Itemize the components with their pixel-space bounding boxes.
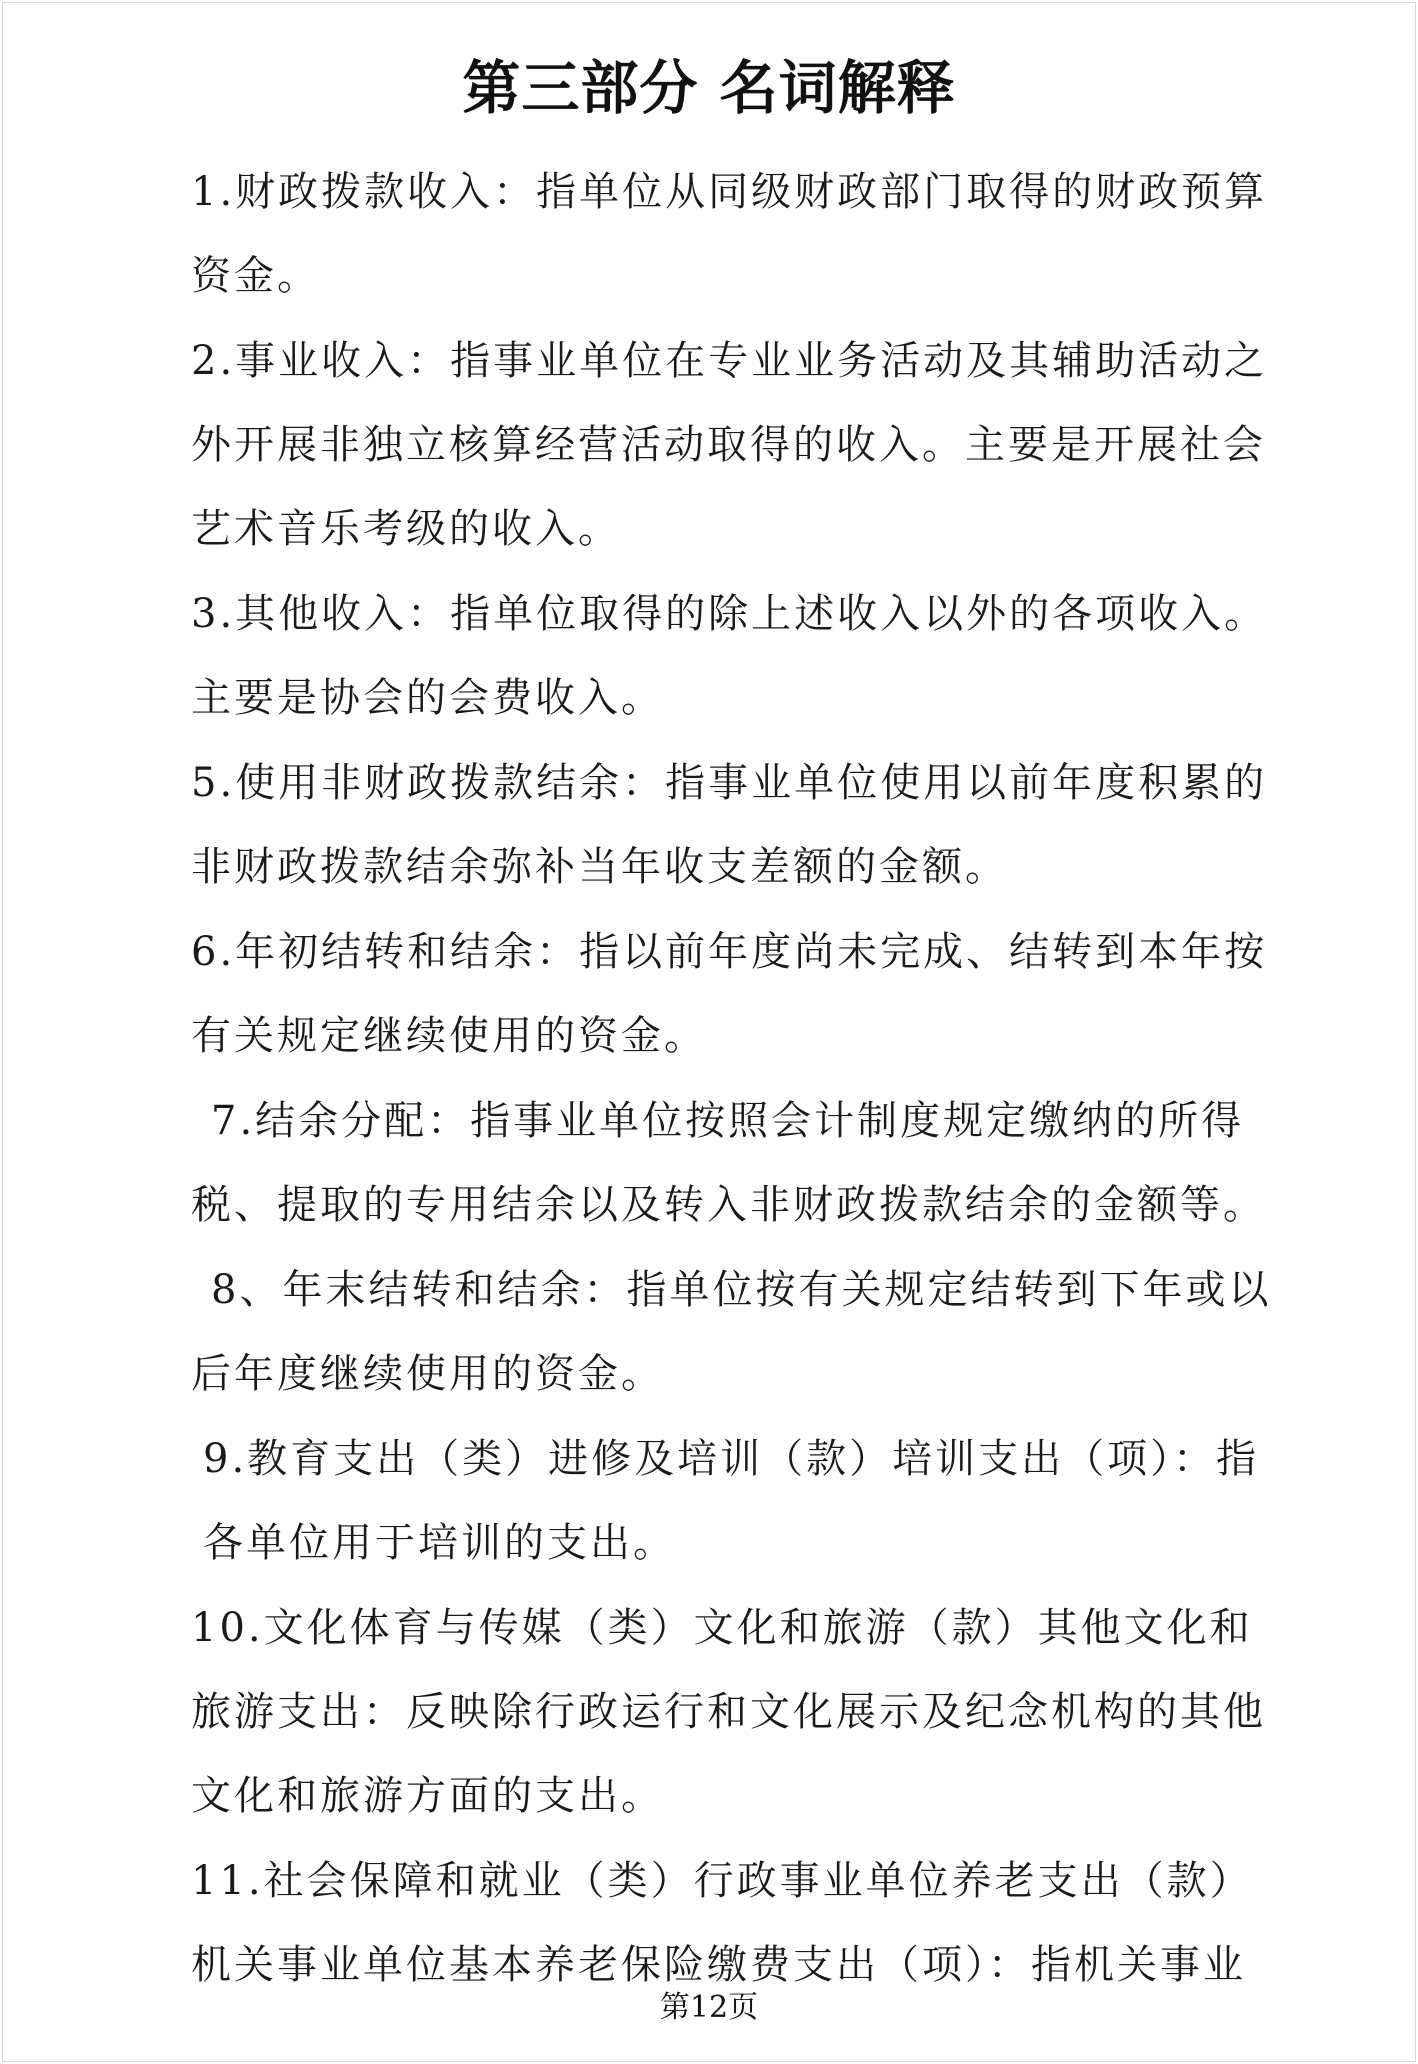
entry-line: 资金。 — [191, 253, 320, 299]
entry-line: 2.事业收入：指事业单位在专业业务活动及其辅助活动之 — [191, 338, 1268, 384]
glossary-entry-10 — [191, 1586, 1286, 1838]
glossary-entry-2 — [191, 319, 1286, 571]
glossary-entry-5 — [191, 741, 1286, 909]
entry-line: 艺术音乐考级的收入。 — [191, 506, 621, 552]
entry-line: 各单位用于培训的支出。 — [203, 1520, 676, 1566]
entry-line: 后年度继续使用的资金。 — [191, 1351, 664, 1397]
entry-line: 旅游支出：反映除行政运行和文化展示及纪念机构的其他 — [191, 1689, 1266, 1735]
glossary-body — [191, 150, 1286, 2008]
entry-line: 8、年末结转和结余：指单位按有关规定结转到下年或以 — [211, 1267, 1272, 1313]
entry-line: 6.年初结转和结余：指以前年度尚未完成、结转到本年按 — [191, 929, 1268, 975]
glossary-entry-11 — [191, 1839, 1286, 2007]
entry-line: 1.财政拨款收入：指单位从同级财政部门取得的财政预算 — [191, 169, 1268, 215]
entry-line: 5.使用非财政拨款结余：指事业单位使用以前年度积累的 — [191, 760, 1268, 806]
entry-line: 10.文化体育与传媒（类）文化和旅游（款）其他文化和 — [191, 1605, 1253, 1651]
entry-line: 主要是协会的会费收入。 — [191, 675, 664, 721]
glossary-entry-7 — [191, 1079, 1286, 1247]
entry-line: 7.结余分配：指事业单位按照会计制度规定缴纳的所得 — [211, 1098, 1245, 1144]
page-title: 第三部分 名词解释 — [462, 54, 956, 122]
glossary-entry-3 — [191, 572, 1286, 740]
entry-line: 9.教育支出（类）进修及培训（款）培训支出（项）：指 — [203, 1436, 1260, 1482]
entry-line: 文化和旅游方面的支出。 — [191, 1773, 664, 1819]
glossary-entry-9 — [191, 1417, 1286, 1585]
entry-line: 非财政拨款结余弥补当年收支差额的金额。 — [191, 844, 1008, 890]
entry-line: 税、提取的专用结余以及转入非财政拨款结余的金额等。 — [191, 1182, 1266, 1228]
entry-line: 机关事业单位基本养老保险缴费支出（项）：指机关事业 — [191, 1942, 1246, 1988]
entry-line: 11.社会保障和就业（类）行政事业单位养老支出（款） — [191, 1858, 1253, 1904]
page-number: 第12页 — [659, 1990, 759, 2025]
entry-line: 有关规定继续使用的资金。 — [191, 1013, 707, 1059]
glossary-entry-1 — [191, 150, 1286, 318]
glossary-entry-6 — [191, 910, 1286, 1078]
entry-line: 3.其他收入：指单位取得的除上述收入以外的各项收入。 — [191, 591, 1268, 637]
entry-line: 外开展非独立核算经营活动取得的收入。主要是开展社会 — [191, 422, 1266, 468]
glossary-entry-8 — [191, 1248, 1286, 1416]
